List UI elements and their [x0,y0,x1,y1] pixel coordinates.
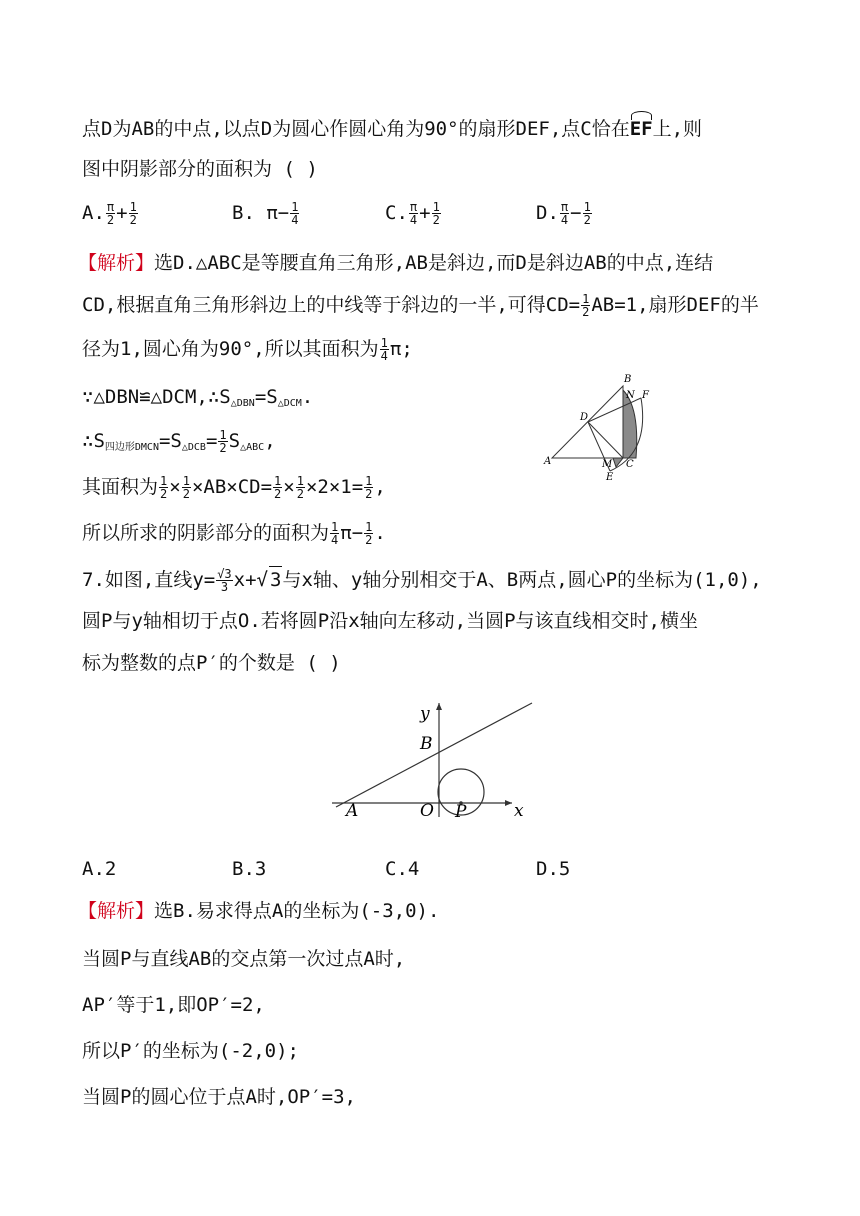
sol-text: π− [340,522,364,544]
solution-tag: 【解析】 [78,252,155,274]
frac [330,521,339,546]
p7-line3: 标为整数的点P′的个数是 ( ) [82,652,341,674]
segment-dc [588,422,623,458]
label-y: y [420,704,430,724]
label-n: N [626,390,635,401]
sol-text: ∵△DBN≌△DCM,∴S [82,386,231,408]
subscript: △DCM [277,398,302,409]
frac [560,201,569,226]
num: 1 [432,200,440,214]
sol-text: = [205,430,218,452]
p6-solution-line7 [82,520,386,546]
p7-line1: 7.如图,直线y= $\frac{√3}{3}$ x+√ 3与x轴、y轴分别相交于A、B两点,圆心P的坐标为(1,0), [82,567,762,594]
p6-solution-line4 [82,384,313,417]
frac [182,475,191,500]
opt-b-prefix: B. π− [232,202,290,224]
line-ab [336,703,532,807]
sol-text: 选B.易求得点A的坐标为(-3,0). [154,900,440,922]
num: π [560,200,569,214]
den: 4 [560,213,569,227]
num: π [106,200,115,214]
num: 1 [182,474,190,488]
frac [380,337,389,362]
op: − [570,202,582,224]
den: 2 [365,487,373,501]
p7-solution-line5: 当圆P的圆心位于点A时,OP′=3, [82,1086,356,1108]
num: π [409,200,418,214]
p7-text: 7.如图,直线y= [82,569,216,591]
den: 4 [291,213,299,227]
sol-text: × [283,476,295,498]
p6-solution-line1 [78,250,713,276]
frac [159,475,168,500]
label-p: P [455,802,467,822]
den: 2 [129,213,137,227]
x-axis-arrow [505,800,512,806]
frac [364,475,373,500]
num: 1 [583,200,591,214]
num: √3 [217,567,232,581]
op: + [116,202,128,224]
p6-solution-line6 [82,474,386,500]
arc-ef: EF [629,118,653,140]
frac [129,201,138,226]
p7-solution-line3: AP′等于1,即OP′=2, [82,994,265,1016]
p7-option-d: D.5 [536,858,571,880]
frac [583,201,592,226]
p6-option-a [82,200,139,226]
num: 1 [296,474,304,488]
p7-solution-line4: 所以P′的坐标为(-2,0); [82,1040,299,1062]
frac [106,201,115,226]
den: 3 [220,580,229,594]
num: 1 [291,200,299,214]
den: 2 [182,487,190,501]
p7-solution-line1 [78,898,439,924]
p6-option-b [232,200,300,226]
frac [432,201,441,226]
num: 1 [274,474,282,488]
p6-line1 [82,116,702,142]
p6-solution-line5 [82,428,276,461]
num: 1 [582,292,590,306]
den: 2 [160,487,168,501]
sol-text: 其面积为 [82,476,159,498]
frac [273,475,282,500]
sol-text: =S [158,430,182,452]
label-a: A [544,456,552,467]
opt-a-prefix: A. [82,202,105,224]
p6-option-c [385,200,442,226]
p6-solution-line2 [82,292,759,318]
num: 1 [160,474,168,488]
sol-text: S [228,430,241,452]
den: 2 [582,305,590,319]
frac [218,429,227,454]
den: 2 [365,533,373,547]
sol-text: AB=1,扇形DEF的半 [591,294,759,316]
sol-text: . [374,522,386,544]
p7-text: 与x轴、y轴分别相交于A、B两点,圆心P的坐标为(1,0), [282,569,762,591]
sol-text: . [301,386,314,408]
p6-line2: 图中阴影部分的面积为 ( ) [82,158,318,180]
p7-option-c: C.4 [385,858,420,880]
num: 1 [129,200,137,214]
frac [216,568,232,593]
shaded-region-small [613,458,623,467]
den: 4 [380,349,388,363]
num: 1 [380,336,388,350]
label-m: M [602,459,613,470]
den: 2 [296,487,304,501]
sol-text: ∴S [82,430,105,452]
sol-text: 径为1,圆心角为90°,所以其面积为 [82,338,379,360]
label-o: O [420,801,434,821]
frac [296,475,305,500]
frac [581,293,590,318]
y-axis-arrow [436,703,442,710]
num: 1 [219,428,227,442]
sol-text: ×AB×CD= [191,476,273,498]
line-circle-figure [320,695,540,825]
den: 4 [331,533,339,547]
den: 2 [219,441,227,455]
p7-line2: 圆P与y轴相切于点O.若将圆P沿x轴向左移动,当圆P与该直线相交时,横坐 [82,610,698,632]
sqrt-radicand: 3 [269,566,282,593]
label-f: F [642,390,649,401]
den: 2 [432,213,440,227]
op: + [419,202,431,224]
num: 1 [365,520,373,534]
solution-tag: 【解析】 [78,900,155,922]
label-d: D [580,412,589,423]
subscript: △DCB [181,442,206,453]
opt-d-prefix: D. [536,202,559,224]
p7-solution-line2: 当圆P与直线AB的交点第一次过点A时, [82,948,406,970]
subscript: △ABC [240,442,265,453]
p7-text: x+ [233,569,257,591]
sol-text: CD,根据直角三角形斜边上的中线等于斜边的一半,可得CD= [82,294,581,316]
num: 1 [331,520,339,534]
sol-text: , [264,430,276,452]
sol-text: × [169,476,181,498]
sol-text: π; [389,338,413,360]
label-b: B [624,374,632,385]
subscript: △DBN [230,398,255,409]
p7-option-a: A.2 [82,858,117,880]
triangle-sector-figure [540,368,670,483]
p6-text-1a: 点D为AB的中点,以点D为圆心作圆心角为90°的扇形DEF,点C恰在 [82,118,630,140]
label-x: x [514,801,524,821]
p6-solution-line3 [82,336,413,362]
sol-text: ×2×1= [305,476,364,498]
den: 4 [409,213,418,227]
label-a: A [346,801,359,821]
den: 2 [106,213,115,227]
p7-option-b: B.3 [232,858,267,880]
den: 2 [583,213,591,227]
den: 2 [274,487,282,501]
frac [364,521,373,546]
sol-text: 所以所求的阴影部分的面积为 [82,522,330,544]
label-b: B [420,734,433,754]
p6-text-1b: 上,则 [652,118,703,140]
frac [409,201,418,226]
label-c: C [626,459,634,470]
subscript: 四边形DMCN [104,442,159,453]
num: 1 [365,474,373,488]
frac [290,201,299,226]
sol-text: =S [254,386,278,408]
label-e: E [606,472,614,483]
sol-text: 选D.△ABC是等腰直角三角形,AB是斜边,而D是斜边AB的中点,连结 [154,252,714,274]
p6-option-d [536,200,593,226]
opt-c-prefix: C. [385,202,408,224]
sol-text: , [374,476,386,498]
